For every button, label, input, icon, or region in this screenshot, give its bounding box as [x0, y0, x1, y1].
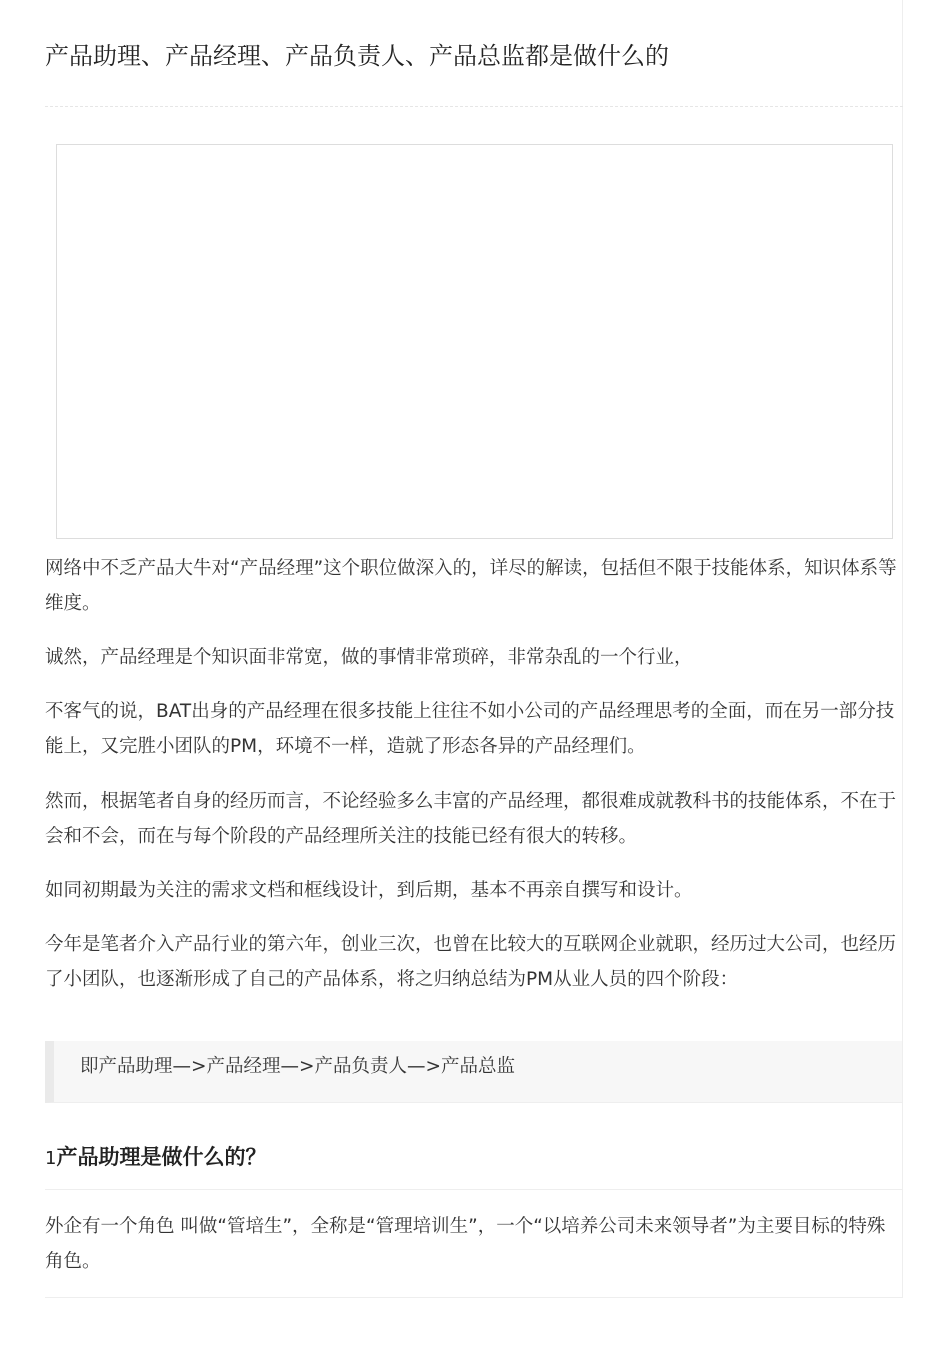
paragraph-2: 诚然，产品经理是个知识面非常宽，做的事情非常琐碎，非常杂乱的一个行业， — [45, 647, 693, 668]
paragraph-1: 网络中不乏产品大牛对“产品经理”这个职位做深入的，详尽的解读，包括但不限于技能体系，知识体系等维度。 — [45, 558, 897, 614]
paragraph-4: 然而，根据笔者自身的经历而言，不论经验多么丰富的产品经理，都很难成就教科书的技能体系，不在于会和不会，而在与每个阶段的产品经理所关注的技能已经有很大的转移。 — [45, 791, 897, 847]
article-title: 产品助理、产品经理、产品负责人、产品总监都是做什么的 — [45, 42, 669, 70]
section-paragraph: 外企有一个角色 叫做“管培生”，全称是“管理培训生”，一个“以培养公司未来领导者”为主要目标的特殊角色。 — [45, 1216, 886, 1272]
article-image-placeholder — [56, 144, 893, 539]
blockquote — [45, 1041, 902, 1103]
section-number: 1 — [45, 1148, 57, 1169]
article — [45, 0, 903, 1298]
title-divider — [45, 106, 903, 107]
section-divider — [45, 1189, 903, 1190]
paragraph-5: 如同初期最为关注的需求文档和框线设计，到后期，基本不再亲自撰写和设计。 — [45, 880, 693, 901]
section-heading — [45, 1140, 266, 1176]
blockquote-text: 即产品助理—>产品经理—>产品负责人—>产品总监 — [80, 1056, 516, 1077]
section-heading-text: 产品助理是做什么的？ — [56, 1145, 267, 1169]
paragraph-3: 不客气的说，BAT出身的产品经理在很多技能上往往不如小公司的产品经理思考的全面，而在另一部分技能上，又完胜小团队的PM，环境不一样，造就了形态各异的产品经理们。 — [45, 701, 895, 757]
paragraph-6: 今年是笔者介入产品行业的第六年，创业三次，也曾在比较大的互联网企业就职，经历过大公司，也经历了小团队，也逐渐形成了自己的产品体系，将之归纳总结为PM从业人员的四个阶段： — [45, 934, 897, 990]
